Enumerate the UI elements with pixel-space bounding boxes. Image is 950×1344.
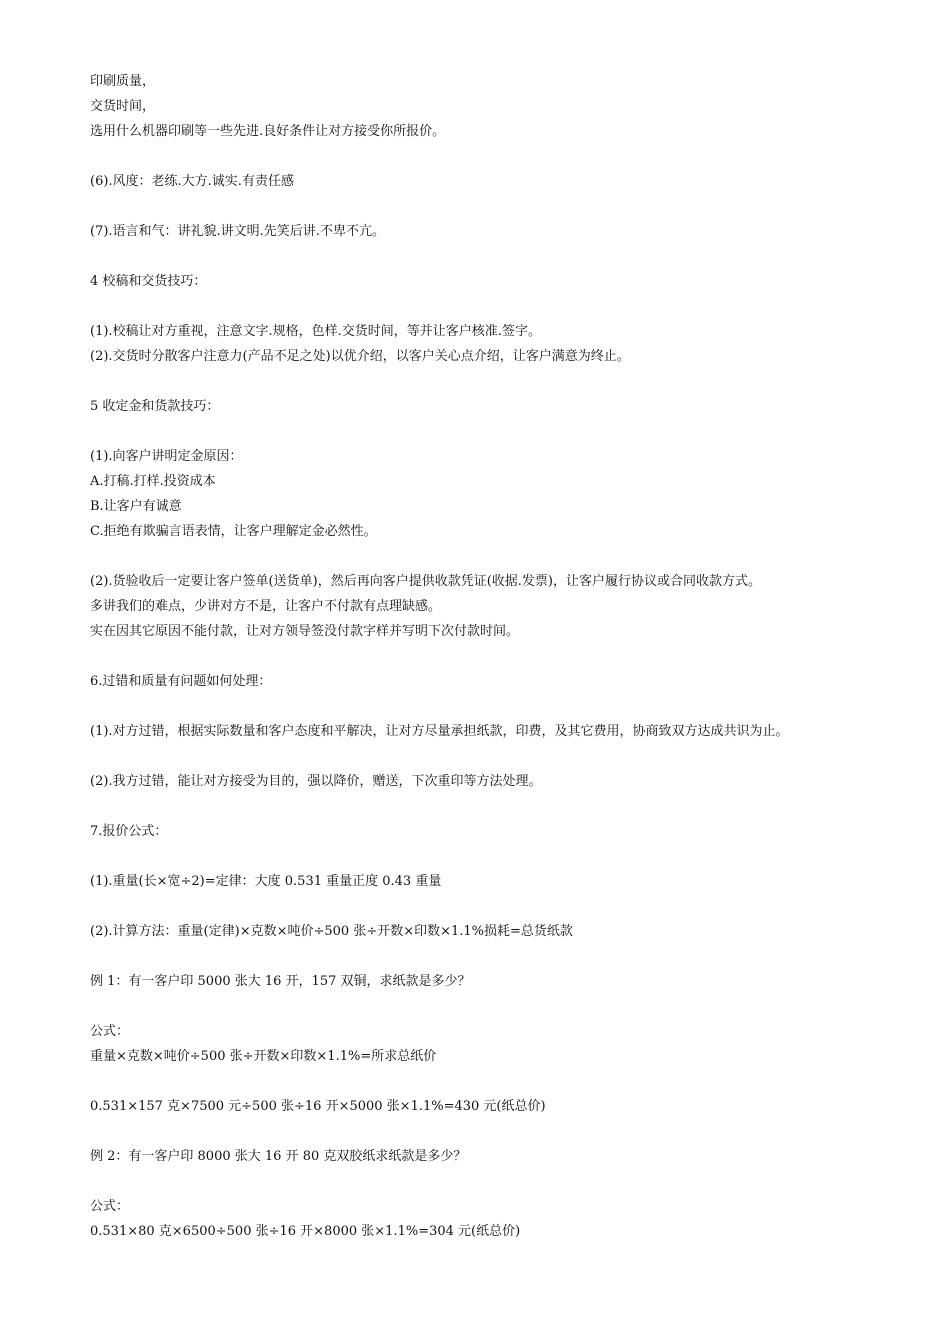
blank-line <box>90 1069 930 1094</box>
text-line: 选用什么机器印刷等一些先进.良好条件让对方接受你所报价。 <box>90 124 446 139</box>
text-line: (7).语言和气：讲礼貌.讲文明.先笑后讲.不卑不亢。 <box>90 224 385 239</box>
text-line: B.让客户有诚意 <box>90 499 182 514</box>
text-line: 重量×克数×吨价÷500 张÷开数×印数×1.1%=所求总纸价 <box>90 1049 437 1064</box>
text-line: (1).重量(长×宽÷2)=定律：大度 0.531 重量正度 0.43 重量 <box>90 874 442 889</box>
text-line: C.拒绝有欺骗言语表情，让客户理解定金必然性。 <box>90 524 377 539</box>
text-line: 0.531×80 克×6500÷500 张÷16 开×8000 张×1.1%=304 元(纸总价) <box>90 1224 521 1239</box>
blank-line <box>90 794 930 819</box>
blank-line <box>90 1119 930 1144</box>
text-line: 交货时间， <box>90 99 156 114</box>
blank-line <box>90 894 930 919</box>
text-line: 6.过错和质量有问题如何处理： <box>90 674 272 689</box>
document-page <box>90 69 930 1244</box>
text-line: 5 收定金和货款技巧： <box>90 399 220 414</box>
text-line: 4 校稿和交货技巧： <box>90 274 207 289</box>
blank-line <box>90 944 930 969</box>
text-line: (2).交货时分散客户注意力(产品不足之处)以优介绍，以客户关心点介绍，让客户满意为终止。 <box>90 349 630 364</box>
text-line: A.打稿.打样.投资成本 <box>90 474 216 489</box>
text-line: (1).校稿让对方重视，注意文字.规格，色样.交货时间，等并让客户核准.签字。 <box>90 324 541 339</box>
text-line: 7.报价公式： <box>90 824 168 839</box>
text-line: (6).风度：老练.大方.诚实.有责任感 <box>90 174 294 189</box>
blank-line <box>90 419 930 444</box>
text-line: 0.531×157 克×7500 元÷500 张÷16 开×5000 张×1.1%=430 元(纸总价) <box>90 1099 546 1114</box>
blank-line <box>90 1169 930 1194</box>
text-line: 例 2：有一客户印 8000 张大 16 开 80 克双胶纸求纸款是多少？ <box>90 1149 467 1164</box>
text-line: (2).货验收后一定要让客户签单(送货单)，然后再向客户提供收款凭证(收据.发票)，让客户履行协议或合同收款方式。 <box>90 574 761 589</box>
text-line: 印刷质量， <box>90 74 156 89</box>
blank-line <box>90 294 930 319</box>
text-line: (2).计算方法：重量(定律)×克数×吨价÷500 张÷开数×印数×1.1%损耗=总货纸款 <box>90 924 573 939</box>
text-line: (1).对方过错，根据实际数量和客户态度和平解决，让对方尽量承担纸款，印费，及其它费用，协商致双方达成共识为止。 <box>90 724 789 739</box>
blank-line <box>90 644 930 669</box>
blank-line <box>90 544 930 569</box>
text-line: 公式： <box>90 1024 130 1039</box>
text-line: 公式： <box>90 1199 130 1214</box>
blank-line <box>90 844 930 869</box>
blank-line <box>90 994 930 1019</box>
blank-line <box>90 244 930 269</box>
blank-line <box>90 694 930 719</box>
blank-line <box>90 144 930 169</box>
blank-line <box>90 369 930 394</box>
text-line: 多讲我们的难点，少讲对方不是，让客户不付款有点理缺感。 <box>90 599 442 614</box>
text-line: 例 1：有一客户印 5000 张大 16 开，157 双铜，求纸款是多少？ <box>90 974 471 989</box>
text-line: (1).向客户讲明定金原因： <box>90 449 243 464</box>
blank-line <box>90 194 930 219</box>
text-line: (2).我方过错，能让对方接受为目的，强以降价，赠送，下次重印等方法处理。 <box>90 774 542 789</box>
blank-line <box>90 744 930 769</box>
text-line: 实在因其它原因不能付款，让对方领导签没付款字样并写明下次付款时间。 <box>90 624 520 639</box>
